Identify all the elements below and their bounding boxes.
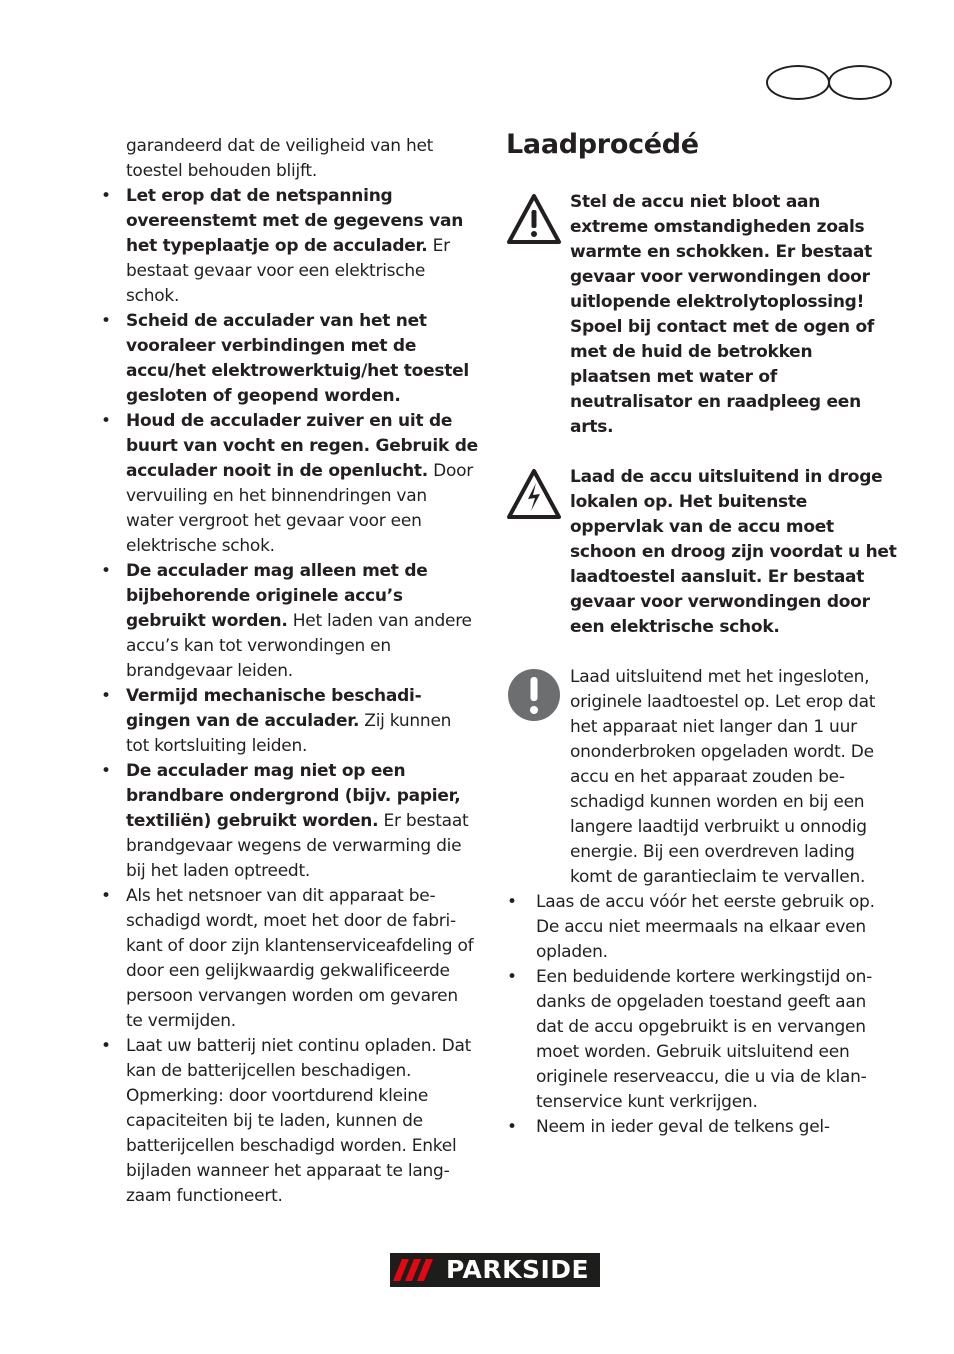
list-item <box>100 684 478 759</box>
bullet-text: Door vervuiling en het binnendringen van water vergroot het gevaar voor een elektrische schok. <box>126 461 474 556</box>
left-column <box>100 134 478 1209</box>
list-item <box>100 309 478 409</box>
bullet-text: Als het netsnoer van dit apparaat beschadigd wordt, moet het door de fabrikant of door zijn klantenserviceafdeling of door een gelijkwaardig gekwalificeerde persoon vervangen worden om gevaren te vermijden. <box>126 886 474 1031</box>
bullet-text: Zij kunnen tot kortsluiting leiden. <box>126 711 452 756</box>
list-item <box>100 759 478 884</box>
bullet-text: Het laden van andere accu’s kan tot verwondingen en brandgevaar leiden. <box>126 611 472 681</box>
list-item <box>100 184 478 309</box>
list-item: • Een beduidende kortere werkingstijd ondanks de opgeladen toestand geeft aan dat de accu opgebruikt is en vervangen moet worden. Gebruik uitsluitend een originele reserveaccu, die u via de klantenservice kunt verkrijgen. <box>506 965 898 1115</box>
warning-text-electric: Laad de accu uitsluitend in droge lokalen op. Het buitenste oppervlak van de accu moet schoon en droog zijn voordat u het laadtoestel aansluit. Er bestaat gevaar voor verwondingen door een elektrische schok. <box>570 467 897 637</box>
bullet-text: Er bestaat gevaar voor een elektrische schok. <box>126 236 450 306</box>
right-column <box>506 128 898 1140</box>
bullet-text: Er bestaat brandgevaar wegens de verwarming die bij het laden optreedt. <box>126 811 469 881</box>
list-item <box>100 1034 478 1209</box>
list-item <box>100 409 478 559</box>
bullet-bold-text: De acculader mag alleen met de bijbehorende originele accu’s gebruikt worden. <box>126 561 428 631</box>
logo-slashes-icon <box>390 1253 442 1287</box>
electric-shock-warning-icon <box>506 467 562 523</box>
bullet-text: Laat uw batterij niet continu opladen. Dat kan de batterijcellen beschadigen. Opmerking: door voortdurend kleine capaciteiten bij te laden, kunnen de batterijcellen beschadigd worden. Enkel bijladen wanneer het apparaat te langzaam functioneert. <box>126 1036 472 1206</box>
warning-block-heat <box>506 190 898 440</box>
intro-text: garandeerd dat de veiligheid van het toestel behouden blijft. <box>126 136 434 181</box>
warning-block-electric <box>506 465 898 640</box>
warning-triangle-icon <box>506 192 562 248</box>
list-item: • Neem in ieder geval de telkens gel- <box>506 1115 898 1140</box>
language-indicator <box>766 65 890 99</box>
exclamation-circle-icon <box>506 667 562 723</box>
bullet-bold-text: Let erop dat de netspanning overeenstemt met de gegevens van het typeplaatje op de acculader. <box>126 186 464 256</box>
charging-bullet-list <box>506 890 898 1140</box>
bullet-bold-text: De acculader mag niet op een brandbare ondergrond (bijv. papier, textiliën) gebruikt worden. <box>126 761 461 831</box>
note-text-charging: Laad uitsluitend met het ingesloten, originele laadtoestel op. Let erop dat het apparaat niet langer dan 1 uur ononderbroken opgeladen wordt. De accu en het apparaat zouden beschadigd kunnen worden en bij een langere laadtijd verbruikt u onnodig energie. Bij een overdreven lading komt de garantieclaim te vervallen. <box>570 667 876 887</box>
logo-brand-name: PARKSIDE <box>446 1255 590 1284</box>
safety-bullet-list <box>100 184 478 1209</box>
list-item <box>100 884 478 1034</box>
bullet-bold-text: Vermijd mechanische beschadigingen van de acculader. <box>126 686 422 731</box>
brand-logo <box>390 1253 600 1287</box>
bullet-bold-text: Scheid de acculader van het net vooraleer verbindingen met de accu/het elektrowerktuig/het toestel gesloten of geopend worden. <box>126 311 469 406</box>
language-oval-1 <box>766 65 830 100</box>
warning-text-heat: Stel de accu niet bloot aan extreme omstandigheden zoals warmte en schokken. Er bestaat gevaar voor verwondingen door uitlopende elektrolytoplossing! Spoel bij contact met de ogen of met de huid de betrokken plaatsen met water of neutralisator en raadpleeg een arts. <box>570 192 875 437</box>
list-item <box>100 559 478 684</box>
section-title: Laadprocédé <box>506 129 699 160</box>
language-oval-2 <box>828 65 892 100</box>
list-item: • Laas de accu vóór het eerste gebruik op. De accu niet meermaals na elkaar even opladen. <box>506 890 898 965</box>
note-block-charging <box>506 665 898 890</box>
bullet-bold-text: Houd de acculader zuiver en uit de buurt van vocht en regen. Gebruik de acculader nooit in de openlucht. <box>126 411 478 481</box>
